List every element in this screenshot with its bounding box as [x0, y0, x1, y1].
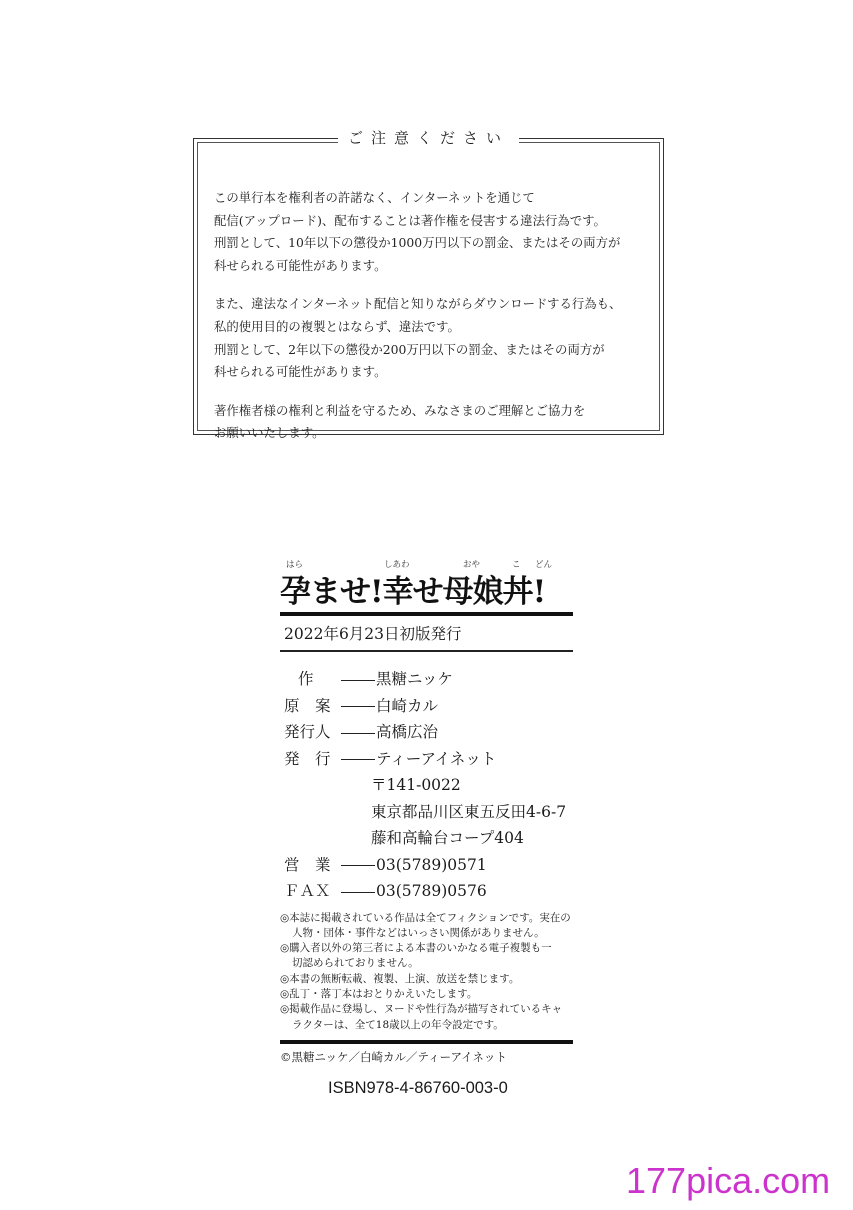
contact-fax: [280, 878, 580, 905]
note-line: 人物・団体・事件などはいっさい関係がありません。: [292, 926, 545, 939]
dash-rule: [341, 759, 375, 760]
note-line: ◎本書の無断転載、複製、上演、放送を禁じます。: [280, 972, 520, 985]
notice-line: 刑罰として、2年以下の懲役か200万円以下の罰金、またはその両方が: [214, 341, 605, 357]
legal-notes: [280, 911, 580, 1033]
copyright: ©黒糖ニッケ／白崎カル／ティーアイネット: [280, 1049, 507, 1064]
contact-label: 営 業: [284, 855, 331, 874]
book-title: 孕ませ!幸せ母娘丼!: [280, 574, 546, 610]
note-line: ◎乱丁・落丁本はおとりかえいたします。: [280, 987, 478, 1000]
dash-rule: [341, 892, 375, 893]
notice-line: お願いいたします。: [214, 425, 325, 441]
ruby-text: こ: [512, 560, 521, 570]
credit-publisher: [280, 746, 580, 773]
contact-label: ＦＡＸ: [284, 882, 331, 900]
isbn: ISBN978-4-86760-003-0: [328, 1078, 508, 1097]
note-line: ◎購入者以外の第三者による本書のいかなる電子複製も一: [280, 942, 552, 955]
notice-line: 著作権者様の権利と利益を守るため、みなさまのご理解とご協力を: [214, 402, 586, 418]
notice-line: 私的使用目的の複製とはならず、違法です。: [214, 318, 460, 334]
notes-rule: [280, 1040, 573, 1044]
note-line: ◎本誌に掲載されている作品は全てフィクションです。実在の: [280, 911, 571, 924]
dash-rule: [341, 706, 375, 707]
ruby-text: おや: [463, 560, 481, 570]
credit-value: 高橋広治: [376, 723, 439, 741]
dash-rule: [341, 733, 375, 734]
notice-line: 配信(アップロード)、配布することは著作権を侵害する違法行為です。: [214, 212, 606, 228]
notice-line: また、違法なインターネット配信と知りながらダウンロードする行為も、: [214, 296, 622, 312]
contact-value: 03(5789)0576: [376, 882, 487, 900]
colophon: [280, 558, 580, 1098]
notice-title: [194, 127, 663, 148]
dash-rule: [341, 865, 375, 866]
date-rule: [280, 650, 573, 652]
notice-line: この単行本を権利者の許諾なく、インターネットを通じて: [214, 190, 535, 205]
dash-rule: [341, 680, 375, 681]
credit-value: ティーアイネット: [376, 749, 497, 768]
credit-label: 発行人: [284, 723, 331, 741]
credit-author: [280, 666, 580, 693]
notice-body: [214, 171, 654, 461]
credit-label: 原 案: [284, 696, 331, 715]
note-line: 切認められておりません。: [292, 957, 419, 970]
notice-title-text: ご注意ください: [338, 129, 519, 147]
ruby-text: はら: [286, 560, 304, 570]
credit-label: 作: [298, 670, 314, 688]
ruby-text: しあわ: [384, 560, 410, 570]
notice-line: 科せられる可能性があります。: [214, 364, 387, 380]
credit-value: 黒糖ニッケ: [376, 670, 453, 688]
note-line: ラクターは、全て18歳以上の年令設定です。: [292, 1018, 504, 1031]
contact-sales: [280, 852, 580, 879]
note-line: ◎掲載作品に登場し、ヌードや性行為が描写されているキャ: [280, 1003, 563, 1016]
address-building: 藤和高輪台コープ404: [371, 829, 524, 847]
address-postal: 〒141-0022: [371, 776, 461, 794]
contact-value: 03(5789)0571: [376, 855, 487, 874]
notice-box: [193, 129, 664, 441]
title-rule: [280, 612, 573, 616]
credit-original: [280, 693, 580, 720]
notice-line: 刑罰として、10年以下の懲役か1000万円以下の罰金、またはその両方が: [214, 235, 621, 251]
credit-value: 白崎カル: [376, 696, 439, 715]
address-street: 東京都品川区東五反田4-6-7: [371, 802, 567, 821]
credit-label: 発 行: [284, 749, 331, 768]
title-ruby: [280, 558, 580, 572]
watermark: 177pica.com: [626, 1160, 831, 1201]
credits: [280, 666, 580, 905]
ruby-text: どん: [535, 560, 553, 570]
publication-date: 2022年6月23日初版発行: [284, 625, 462, 643]
notice-line: 科せられる可能性があります。: [214, 257, 387, 273]
credit-publisher-person: [280, 719, 580, 746]
